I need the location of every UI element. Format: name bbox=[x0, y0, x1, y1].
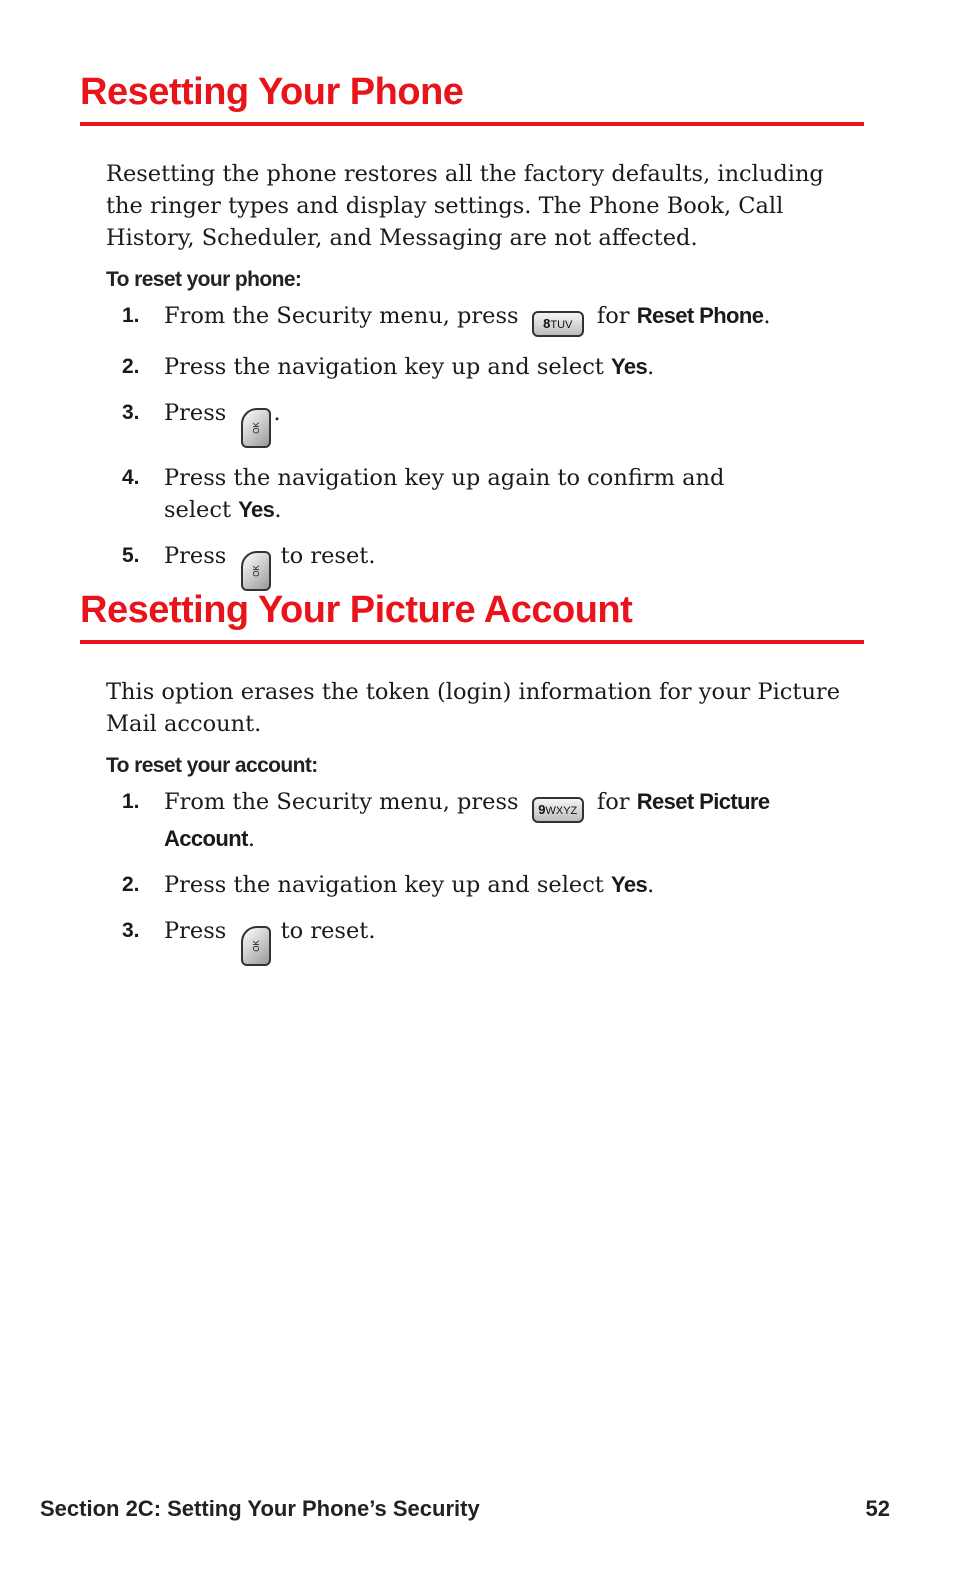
reset-picture-steps bbox=[80, 786, 864, 966]
key-label: 8 bbox=[543, 316, 551, 331]
step-item bbox=[80, 351, 864, 383]
menu-option: Reset Phone bbox=[636, 303, 764, 328]
step-text: to reset. bbox=[280, 543, 376, 569]
step-number: 2. bbox=[122, 355, 140, 378]
ok-key-icon bbox=[241, 926, 271, 966]
heading-rule bbox=[80, 640, 864, 644]
step-text: select bbox=[164, 497, 232, 523]
step-item bbox=[80, 786, 864, 855]
step-text: . bbox=[647, 354, 655, 380]
menu-option: Reset Picture Account bbox=[164, 789, 770, 851]
step-text: . bbox=[647, 872, 655, 898]
step-text: . bbox=[273, 400, 281, 426]
step-text: for bbox=[596, 303, 630, 329]
step-text: From the Security menu, press bbox=[164, 303, 519, 329]
reset-phone-steps bbox=[80, 300, 864, 591]
key-label: OK bbox=[251, 422, 261, 434]
page-number: 52 bbox=[865, 1496, 890, 1521]
step-number: 1. bbox=[122, 304, 140, 327]
step-text: From the Security menu, press bbox=[164, 789, 519, 815]
reset-phone-lead: To reset your phone: bbox=[106, 268, 302, 291]
key-sub-label: TUV bbox=[550, 319, 573, 331]
step-number: 3. bbox=[122, 401, 140, 424]
page-footer bbox=[40, 1496, 890, 1522]
reset-picture-lead: To reset your account: bbox=[106, 754, 318, 777]
step-text: Press bbox=[164, 543, 227, 569]
step-text: for bbox=[596, 789, 630, 815]
key-9-icon bbox=[532, 797, 584, 823]
step-item bbox=[80, 397, 864, 448]
step-text: Press the navigation key up again to confirm and bbox=[164, 465, 725, 491]
key-label: OK bbox=[251, 565, 261, 577]
step-number: 2. bbox=[122, 873, 140, 896]
step-item bbox=[80, 915, 864, 966]
key-8-icon bbox=[532, 311, 584, 337]
ok-key-icon bbox=[241, 408, 271, 448]
step-text: Press bbox=[164, 400, 227, 426]
step-item bbox=[80, 540, 864, 591]
reset-phone-heading: Resetting Your Phone bbox=[80, 71, 464, 113]
menu-option: Yes bbox=[611, 872, 648, 897]
footer-section-title: Section 2C: Setting Your Phone’s Security bbox=[40, 1496, 480, 1521]
menu-option: Yes bbox=[611, 354, 648, 379]
reset-picture-intro: This option erases the token (login) information for your Picture Mail account. bbox=[106, 679, 841, 737]
step-text: Press bbox=[164, 918, 227, 944]
key-label: 9 bbox=[538, 802, 546, 817]
reset-phone-section bbox=[80, 70, 864, 605]
step-number: 1. bbox=[122, 790, 140, 813]
step-text: . bbox=[274, 497, 282, 523]
step-number: 4. bbox=[122, 466, 140, 489]
reset-picture-section bbox=[80, 588, 864, 980]
heading-rule bbox=[80, 122, 864, 126]
key-sub-label: WXYZ bbox=[545, 805, 578, 817]
step-number: 5. bbox=[122, 544, 140, 567]
reset-phone-intro: Resetting the phone restores all the factory defaults, including the ringer types and display settings. The Phone Book, Call History, Scheduler, and Messaging are not affected. bbox=[106, 161, 824, 251]
step-item bbox=[80, 462, 864, 526]
ok-key-icon bbox=[241, 551, 271, 591]
step-text: Press the navigation key up and select bbox=[164, 872, 604, 898]
menu-option: Yes bbox=[238, 497, 275, 522]
step-text: . bbox=[763, 303, 771, 329]
step-text: . bbox=[247, 826, 255, 852]
key-label: OK bbox=[251, 940, 261, 952]
step-number: 3. bbox=[122, 919, 140, 942]
step-text: to reset. bbox=[280, 918, 376, 944]
step-text: Press the navigation key up and select bbox=[164, 354, 604, 380]
reset-picture-heading: Resetting Your Picture Account bbox=[80, 589, 633, 631]
step-item bbox=[80, 300, 864, 337]
step-item bbox=[80, 869, 864, 901]
